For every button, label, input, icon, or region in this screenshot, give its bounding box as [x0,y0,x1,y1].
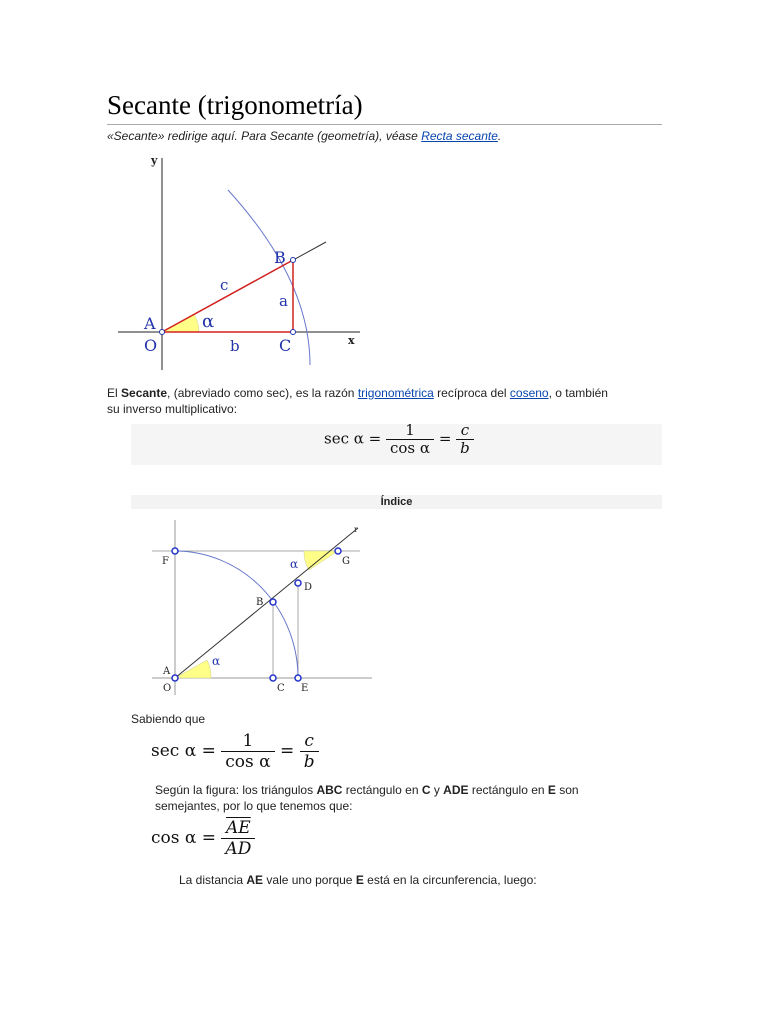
intro-line2: su inverso multiplicativo: [107,402,238,416]
numerator: c [456,422,474,440]
intro-text: recíproca del [433,386,510,400]
bold-e: E [355,873,364,887]
point-c [291,330,296,335]
label-r: r [354,525,358,534]
toc-title[interactable]: Índice [380,496,413,508]
segun-line2: semejantes, por lo que tenemos que: [155,799,353,813]
label-d: D [304,582,313,593]
numerator: c [300,731,319,752]
segun-text: rectángulo en [468,783,548,797]
point-g [335,548,341,554]
point-c [270,675,276,681]
fraction-1-over-cos [386,422,434,457]
distancia-text: vale uno porque [263,873,356,887]
intro-bold-secante: Secante [121,386,168,400]
point-e [295,675,301,681]
formula-sec-2 [151,731,319,772]
intro-text: El [107,386,122,400]
label-c: C [277,683,285,694]
trigonometrica-link[interactable]: trigonométrica [357,386,434,400]
label-a-side: a [279,292,288,310]
label-alpha-bottom: α [212,654,221,668]
formula-lhs: sec α = [324,429,382,448]
label-e: E [301,683,309,694]
fraction-1-over-cos [221,731,274,772]
formula-cos [151,818,255,859]
label-b-side: b [230,337,240,355]
segun-text: Según la figura: los triángulos [155,783,317,797]
fraction-c-over-b [300,731,319,772]
hatnote-text: «Secante» redirige aquí. Para Secante (geometría), véase [107,129,422,143]
point-b [291,258,296,263]
numerator: $\overline{AE}$ [221,818,255,839]
label-x: x [348,334,355,347]
point-d [295,580,301,586]
side-c [162,260,293,332]
point-a [160,330,165,335]
coseno-link[interactable]: coseno [509,386,549,400]
intro-text: , o también [548,386,608,400]
bold-c: C [421,783,431,797]
segun-paragraph [155,782,665,814]
point-b [270,599,276,605]
formula-equals: = [280,741,295,761]
bold-ae: AE [246,873,264,887]
hatnote-suffix: . [497,129,502,143]
denominator: AD [225,839,252,859]
label-g: G [342,556,350,567]
angle-alpha-top [304,551,338,570]
unit-circle-arc [228,190,310,365]
segun-text: son [555,783,579,797]
formula-lhs: sec α = [151,741,216,761]
label-a-point: A [144,314,156,333]
label-o: O [163,683,172,694]
distancia-paragraph [179,872,659,888]
bold-ade: ADE [443,783,469,797]
denominator: cos α [390,439,431,457]
label-b: B [256,597,264,608]
numerator: 1 [386,422,434,440]
label-y: y [151,154,158,167]
distancia-text: La distancia [179,873,247,887]
denominator: cos α [225,752,271,772]
formula-sec-1 [324,422,474,457]
intro-text: , (abreviado como sec), es la razón [167,386,358,400]
label-c-side: c [220,276,229,294]
formula-lhs: cos α = [151,828,217,848]
secant-triangle-figure [110,150,370,370]
title-divider [107,124,662,125]
point-a [172,675,178,681]
label-f: F [162,556,169,567]
segun-text: y [430,783,444,797]
circle-arc [175,551,298,678]
recta-secante-link[interactable]: Recta secante [421,129,498,143]
formula-equals: = [438,429,452,448]
label-b-point: B [274,248,286,267]
denominator: b [303,752,315,772]
page-title: Secante (trigonometría) [107,90,363,120]
table-of-contents[interactable] [131,495,662,509]
fraction-ae-over-ad [221,818,255,859]
bold-e: E [547,783,556,797]
label-a: A [163,666,171,677]
segun-text: rectángulo en [342,783,422,797]
hatnote [107,129,501,143]
bold-abc: ABC [316,783,343,797]
sabiendo-text: Sabiendo que [131,712,206,726]
intro-paragraph [107,385,667,417]
numerator: 1 [221,731,274,752]
label-alpha: α [202,311,215,332]
secant-construction-figure [148,520,378,698]
point-f [172,548,178,554]
label-alpha-top: α [290,557,299,571]
label-o-point: O [144,336,158,355]
label-c-point: C [279,336,292,355]
denominator: b [460,439,470,457]
distancia-text: está en la circunferencia, luego: [363,873,537,887]
fraction-c-over-b [456,422,474,457]
